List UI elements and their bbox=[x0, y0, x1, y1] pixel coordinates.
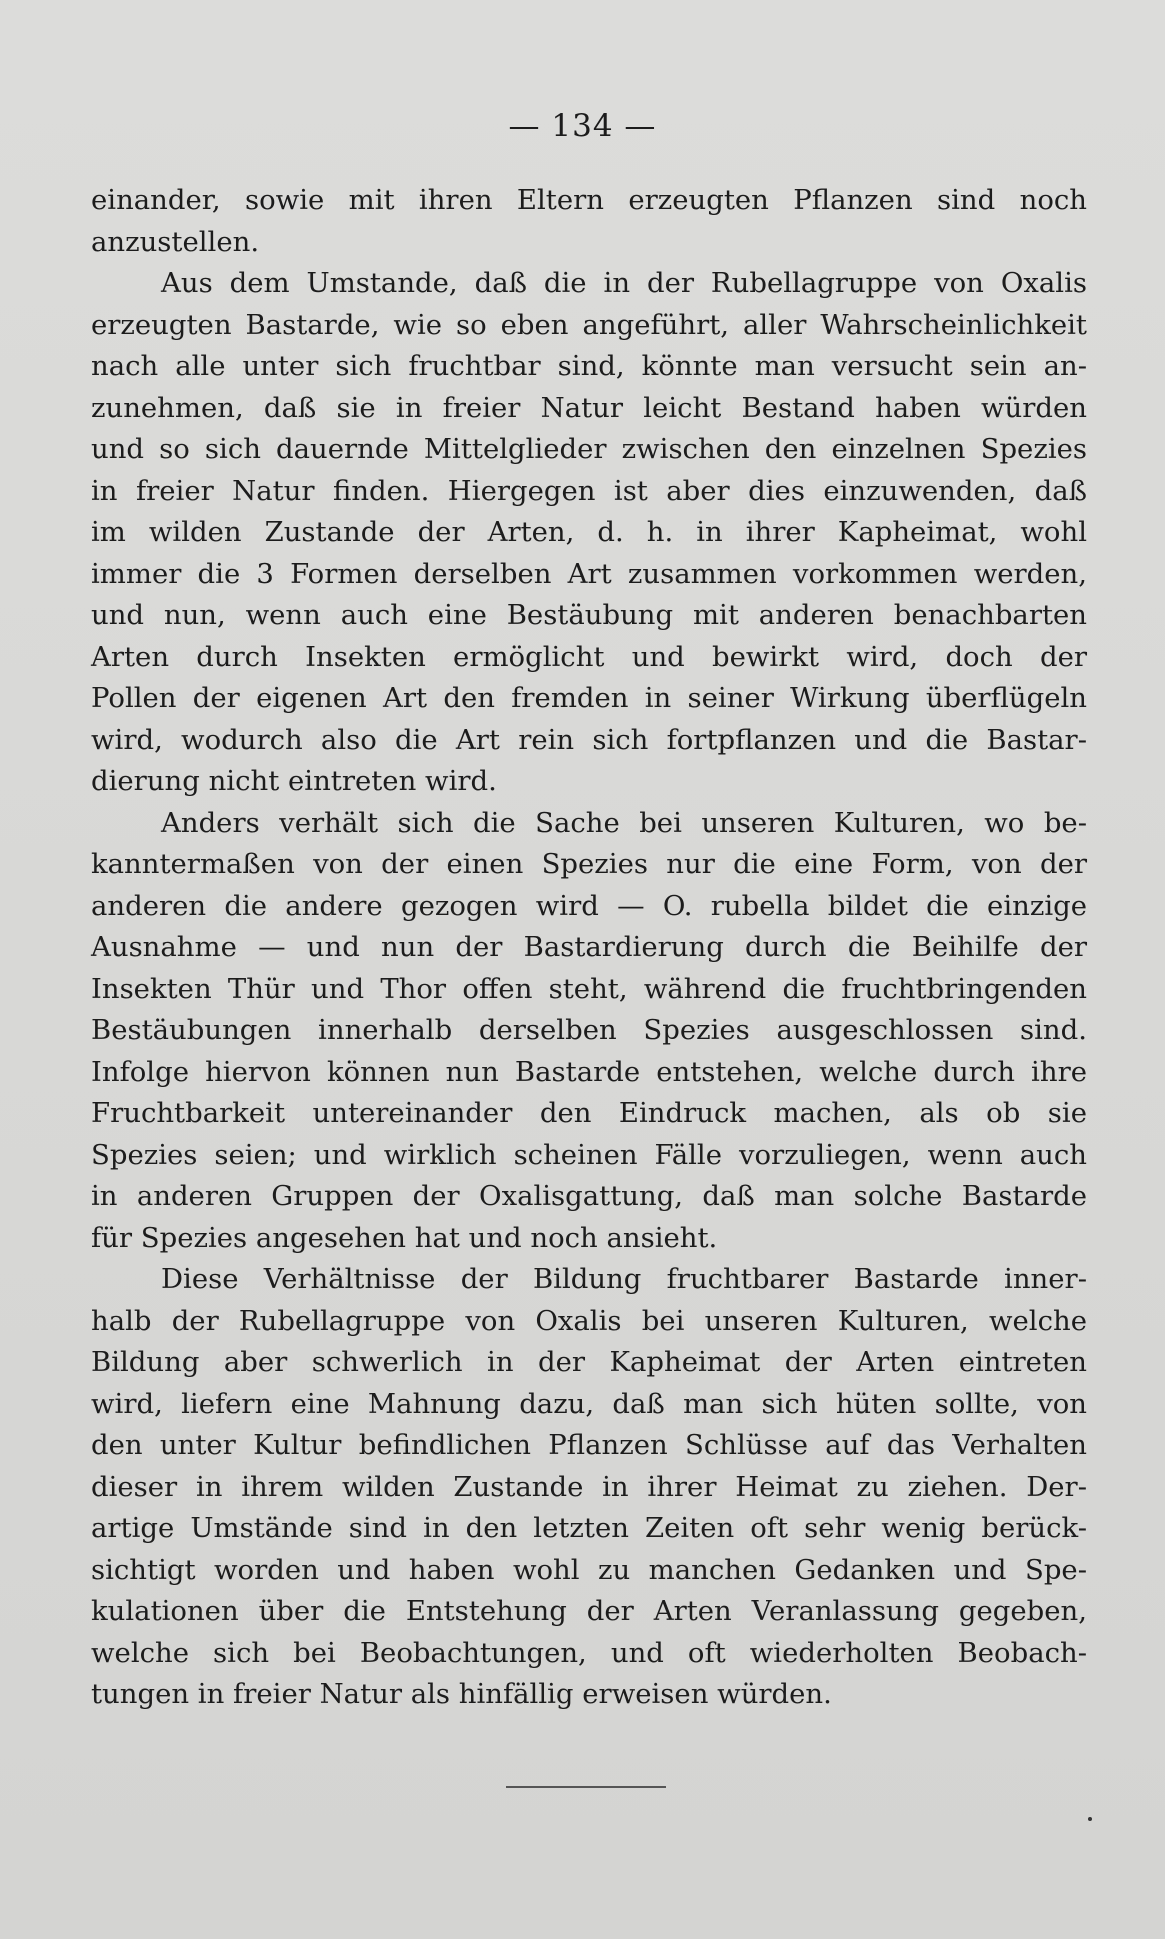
body-text bbox=[91, 180, 1087, 1716]
text-line: im wilden Zustande der Arten, d. h. in ihrer Kapheimat, wohl bbox=[91, 516, 1087, 548]
text-line: Infolge hiervon können nun Bastarde entstehen, welche durch ihre bbox=[91, 1055, 1087, 1088]
text-line: tungen in freier Natur als hinfällig erweisen würden. bbox=[91, 1678, 832, 1710]
text-line: in freier Natur finden. Hiergegen ist aber dies einzuwenden, daß bbox=[91, 474, 1087, 507]
text-line: Arten durch Insekten ermöglicht und bewirkt wird, doch der bbox=[91, 640, 1087, 673]
text-line: Anders verhält sich die Sache bei unseren Kulturen, wo be- bbox=[161, 806, 1087, 839]
text-line: artige Umstände sind in den letzten Zeiten oft sehr wenig berück- bbox=[91, 1512, 1087, 1544]
text-line: Bestäubungen innerhalb derselben Spezies ausgeschlossen sind. bbox=[91, 1014, 1087, 1046]
text-line: welche sich bei Beobachtungen, und oft wiederholten Beobach- bbox=[91, 1636, 1087, 1669]
text-line: Fruchtbarkeit untereinander den Eindruck machen, als ob sie bbox=[91, 1097, 1087, 1129]
text-line: den unter Kultur befindlichen Pflanzen Schlüsse auf das Verhalten bbox=[91, 1429, 1087, 1461]
text-line: wird, wodurch also die Art rein sich fortpflanzen und die Bastar- bbox=[91, 723, 1087, 756]
paragraph bbox=[91, 803, 1087, 1260]
text-line: einander, sowie mit ihren Eltern erzeugten Pflanzen sind noch bbox=[91, 184, 1087, 216]
text-line: Aus dem Umstande, daß die in der Rubellagruppe von Oxalis bbox=[161, 267, 1087, 299]
paragraph bbox=[91, 180, 1087, 263]
text-line: in anderen Gruppen der Oxalisgattung, daß man solche Bastarde bbox=[91, 1180, 1087, 1212]
text-line: Ausnahme — und nun der Bastardierung durch die Beihilfe der bbox=[91, 931, 1087, 963]
section-end-rule bbox=[506, 1786, 666, 1788]
text-line: sichtigt worden und haben wohl zu manchen Gedanken und Spe- bbox=[91, 1553, 1087, 1586]
text-line: kulationen über die Entstehung der Arten Veranlassung gegeben, bbox=[91, 1595, 1087, 1627]
paragraph bbox=[91, 263, 1087, 803]
text-line: halb der Rubellagruppe von Oxalis bei unseren Kulturen, welche bbox=[91, 1304, 1087, 1337]
text-line: kanntermaßen von der einen Spezies nur die eine Form, von der bbox=[91, 848, 1087, 880]
text-line: dierung nicht eintreten wird. bbox=[91, 765, 497, 797]
text-line: Insekten Thür und Thor offen steht, während die fruchtbringenden bbox=[91, 972, 1087, 1005]
text-line: zunehmen, daß sie in freier Natur leicht Bestand haben würden bbox=[91, 391, 1087, 424]
text-line: Spezies seien; und wirklich scheinen Fälle vorzuliegen, wenn auch bbox=[91, 1138, 1087, 1171]
text-line: Bildung aber schwerlich in der Kapheimat der Arten eintreten bbox=[91, 1346, 1087, 1378]
page-number: — 134 — bbox=[508, 108, 657, 144]
text-line: nach alle unter sich fruchtbar sind, könnte man versucht sein an- bbox=[91, 350, 1087, 382]
text-line: immer die 3 Formen derselben Art zusammen vorkommen werden, bbox=[91, 557, 1087, 590]
text-line: erzeugten Bastarde, wie so eben angeführt, aller Wahrscheinlichkeit bbox=[91, 308, 1087, 341]
text-line: und nun, wenn auch eine Bestäubung mit anderen benachbarten bbox=[91, 599, 1087, 631]
text-line: und so sich dauernde Mittelglieder zwischen den einzelnen Spezies bbox=[91, 433, 1087, 465]
text-line: Diese Verhältnisse der Bildung fruchtbarer Bastarde inner- bbox=[161, 1263, 1087, 1295]
text-line: für Spezies angesehen hat und noch ansieht. bbox=[91, 1221, 718, 1254]
text-line: wird, liefern eine Mahnung dazu, daß man sich hüten sollte, von bbox=[91, 1387, 1087, 1420]
print-speck bbox=[1088, 1817, 1092, 1821]
text-line: Pollen der eigenen Art den fremden in seiner Wirkung überflügeln bbox=[91, 682, 1087, 714]
paragraph bbox=[91, 1259, 1087, 1716]
text-line: anderen die andere gezogen wird — O. rubella bildet die einzige bbox=[91, 889, 1087, 922]
text-line: dieser in ihrem wilden Zustande in ihrer Heimat zu ziehen. Der- bbox=[91, 1470, 1087, 1503]
text-line: anzustellen. bbox=[91, 225, 260, 258]
